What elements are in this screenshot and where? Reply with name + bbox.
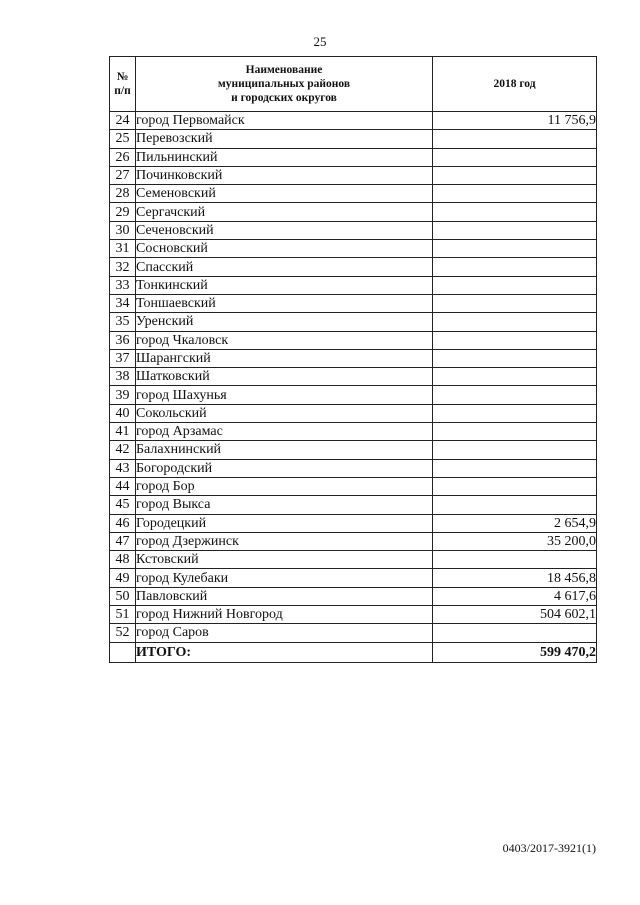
row-district-name: Починковский (136, 166, 433, 184)
table-row (110, 130, 597, 148)
row-number: 26 (110, 148, 136, 166)
row-value-2018: 4 617,6 (433, 587, 597, 605)
row-value-2018 (433, 441, 597, 459)
row-district-name: Спасский (136, 258, 433, 276)
table-row (110, 294, 597, 312)
table-row (110, 368, 597, 386)
table-row (110, 331, 597, 349)
row-number: 47 (110, 532, 136, 550)
table-row (110, 221, 597, 239)
total-label: ИТОГО: (136, 642, 433, 662)
table-row (110, 441, 597, 459)
row-district-name: город Чкаловск (136, 331, 433, 349)
row-district-name: город Нижний Новгород (136, 606, 433, 624)
table-row (110, 423, 597, 441)
row-number: 27 (110, 166, 136, 184)
row-district-name: Шарангский (136, 349, 433, 367)
table-row (110, 569, 597, 587)
row-number: 25 (110, 130, 136, 148)
row-value-2018 (433, 313, 597, 331)
row-value-2018 (433, 166, 597, 184)
row-district-name: город Первомайск (136, 112, 433, 130)
row-district-name: Уренский (136, 313, 433, 331)
row-number: 33 (110, 276, 136, 294)
row-district-name: Сергачский (136, 203, 433, 221)
row-number: 41 (110, 423, 136, 441)
row-district-name: Семеновский (136, 185, 433, 203)
row-value-2018 (433, 404, 597, 422)
row-number: 49 (110, 569, 136, 587)
row-value-2018 (433, 368, 597, 386)
row-district-name: город Дзержинск (136, 532, 433, 550)
row-district-name: Шатковский (136, 368, 433, 386)
document-code: 0403/2017-3921(1) (502, 841, 596, 855)
row-value-2018 (433, 276, 597, 294)
row-number: 52 (110, 624, 136, 642)
table-row (110, 240, 597, 258)
row-district-name: город Кулебаки (136, 569, 433, 587)
total-num-cell (110, 642, 136, 662)
table-row (110, 606, 597, 624)
row-district-name: Тонкинский (136, 276, 433, 294)
row-district-name: Сосновский (136, 240, 433, 258)
row-number: 50 (110, 587, 136, 605)
row-number: 31 (110, 240, 136, 258)
row-district-name: город Выкса (136, 496, 433, 514)
row-number: 28 (110, 185, 136, 203)
row-value-2018 (433, 185, 597, 203)
row-value-2018: 18 456,8 (433, 569, 597, 587)
row-value-2018 (433, 349, 597, 367)
row-value-2018 (433, 496, 597, 514)
table-row (110, 386, 597, 404)
row-number: 51 (110, 606, 136, 624)
table-body (110, 112, 597, 663)
row-district-name: город Арзамас (136, 423, 433, 441)
row-value-2018 (433, 148, 597, 166)
row-value-2018 (433, 386, 597, 404)
row-number: 30 (110, 221, 136, 239)
row-value-2018 (433, 624, 597, 642)
table-row (110, 459, 597, 477)
row-district-name: Сеченовский (136, 221, 433, 239)
table-row (110, 514, 597, 532)
header-num-symbol: № (116, 71, 129, 83)
header-year-cell: 2018 год (433, 57, 597, 112)
row-number: 35 (110, 313, 136, 331)
row-value-2018 (433, 258, 597, 276)
header-num-cell (110, 57, 136, 112)
table-row (110, 166, 597, 184)
row-value-2018: 35 200,0 (433, 532, 597, 550)
row-district-name: город Шахунья (136, 386, 433, 404)
table-row (110, 276, 597, 294)
row-number: 48 (110, 551, 136, 569)
table-header (110, 57, 597, 112)
header-num-abbr: п/п (114, 85, 131, 97)
row-number: 37 (110, 349, 136, 367)
row-value-2018 (433, 203, 597, 221)
budget-table (109, 56, 597, 663)
row-district-name: Перевозский (136, 130, 433, 148)
table-row (110, 496, 597, 514)
row-district-name: Кстовский (136, 551, 433, 569)
row-value-2018 (433, 240, 597, 258)
row-number: 40 (110, 404, 136, 422)
row-district-name: Павловский (136, 587, 433, 605)
row-value-2018 (433, 294, 597, 312)
table-row (110, 112, 597, 130)
header-name-line3: и городских округов (231, 92, 337, 104)
header-row (110, 57, 597, 112)
row-value-2018 (433, 477, 597, 495)
table-row (110, 148, 597, 166)
row-district-name: Сокольский (136, 404, 433, 422)
row-district-name: Богородский (136, 459, 433, 477)
total-value: 599 470,2 (433, 642, 597, 662)
header-name-line2: муниципальных районов (217, 78, 351, 90)
page-number: 25 (313, 34, 327, 49)
row-value-2018 (433, 423, 597, 441)
table-row (110, 313, 597, 331)
row-number: 42 (110, 441, 136, 459)
table-row (110, 349, 597, 367)
row-value-2018 (433, 221, 597, 239)
table-row (110, 532, 597, 550)
row-number: 34 (110, 294, 136, 312)
row-value-2018: 504 602,1 (433, 606, 597, 624)
table-row (110, 203, 597, 221)
row-number: 38 (110, 368, 136, 386)
total-row (110, 642, 597, 662)
table-row (110, 258, 597, 276)
row-number: 32 (110, 258, 136, 276)
row-number: 44 (110, 477, 136, 495)
table-row (110, 587, 597, 605)
row-district-name: Пильнинский (136, 148, 433, 166)
row-value-2018: 11 756,9 (433, 112, 597, 130)
row-district-name: город Саров (136, 624, 433, 642)
row-value-2018 (433, 130, 597, 148)
row-number: 36 (110, 331, 136, 349)
row-value-2018 (433, 331, 597, 349)
row-value-2018 (433, 551, 597, 569)
row-district-name: город Бор (136, 477, 433, 495)
table-row (110, 185, 597, 203)
table-row (110, 551, 597, 569)
row-district-name: Городецкий (136, 514, 433, 532)
table-row (110, 404, 597, 422)
row-district-name: Балахнинский (136, 441, 433, 459)
row-number: 46 (110, 514, 136, 532)
row-value-2018 (433, 459, 597, 477)
table-row (110, 624, 597, 642)
row-number: 24 (110, 112, 136, 130)
row-value-2018: 2 654,9 (433, 514, 597, 532)
row-number: 39 (110, 386, 136, 404)
row-number: 43 (110, 459, 136, 477)
header-name-cell (136, 57, 433, 112)
table-row (110, 477, 597, 495)
row-number: 45 (110, 496, 136, 514)
row-number: 29 (110, 203, 136, 221)
header-name-line1: Наименование (245, 64, 323, 76)
row-district-name: Тоншаевский (136, 294, 433, 312)
